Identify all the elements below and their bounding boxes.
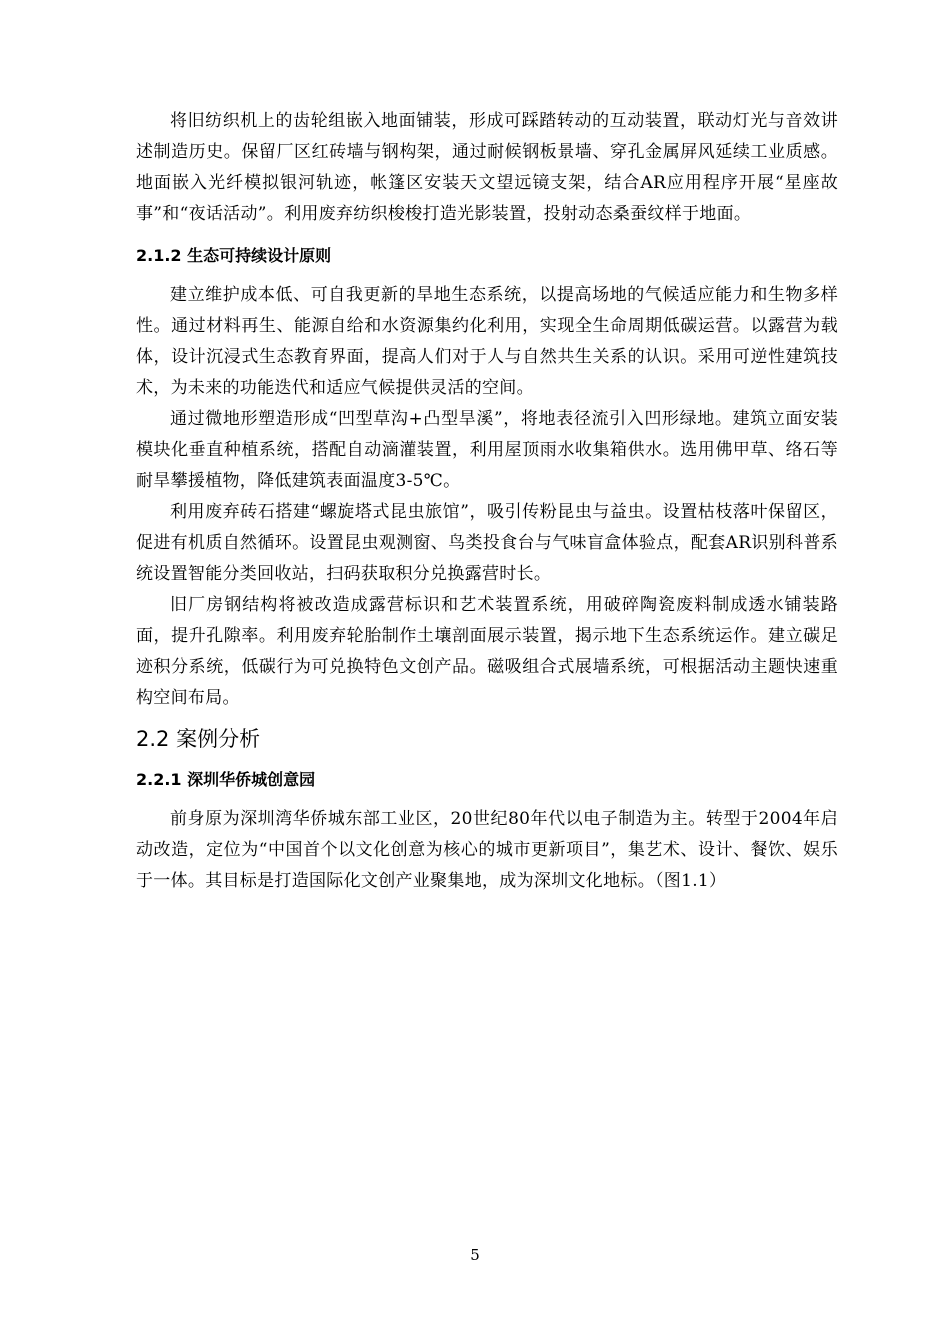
page-content <box>136 106 838 897</box>
section-heading-2-2: 2.2 案例分析 <box>136 727 261 751</box>
section-heading-2-1-2: 2.1.2 生态可持续设计原则 <box>136 246 332 265</box>
section-heading-2-2-1: 2.2.1 深圳华侨城创意园 <box>136 770 316 789</box>
paragraph-gear-installation: 将旧纺织机上的齿轮组嵌入地面铺装，形成可踩踏转动的互动装置，联动灯光与音效讲述制造历史。保留厂区红砖墙与钢构架，通过耐候钢板景墙、穿孔金属屏风延续工业质感。地面嵌入光纤模拟银河轨迹，帐篷区安装天文望远镜支架，结合AR应用程序开展“星座故事”和“夜话活动”。利用废弃纺织梭梭打造光影装置，投射动态桑蚕纹样于地面。 <box>136 111 838 224</box>
page-number: 5 <box>470 1246 480 1264</box>
paragraph-micro-terrain: 通过微地形塑造形成“凹型草沟+凸型旱溪”，将地表径流引入凹形绿地。建筑立面安装模块化垂直种植系统，搭配自动滴灌装置，利用屋顶雨水收集箱供水。选用佛甲草、络石等耐旱攀援植物，降低建筑表面温度3-5℃。 <box>136 409 838 491</box>
paragraph-insect-hotel: 利用废弃砖石搭建“螺旋塔式昆虫旅馆”，吸引传粉昆虫与益虫。设置枯枝落叶保留区，促进有机质自然循环。设置昆虫观测窗、鸟类投食台与气味盲盒体验点，配套AR识别科普系统设置智能分类回收站，扫码获取积分兑换露营时长。 <box>136 502 838 584</box>
paragraph-steel-structure: 旧厂房钢结构将被改造成露营标识和艺术装置系统，用破碎陶瓷废料制成透水铺装路面，提升孔隙率。利用废弃轮胎制作土壤剖面展示装置，揭示地下生态系统运作。建立碳足迹积分系统，低碳行为可兑换特色文创产品。磁吸组合式展墙系统，可根据活动主题快速重构空间布局。 <box>136 595 838 708</box>
paragraph-octloft: 前身原为深圳湾华侨城东部工业区，20世纪80年代以电子制造为主。转型于2004年启动改造，定位为“中国首个以文化创意为核心的城市更新项目”，集艺术、设计、餐饮、娱乐于一体。其目标是打造国际化文创产业聚集地，成为深圳文化地标。（图1.1） <box>136 809 838 891</box>
paragraph-ecosystem: 建立维护成本低、可自我更新的旱地生态系统，以提高场地的气候适应能力和生物多样性。通过材料再生、能源自给和水资源集约化利用，实现全生命周期低碳运营。以露营为载体，设计沉浸式生态教育界面，提高人们对于人与自然共生关系的认识。采用可逆性建筑技术，为未来的功能迭代和适应气候提供灵活的空间。 <box>136 285 838 398</box>
